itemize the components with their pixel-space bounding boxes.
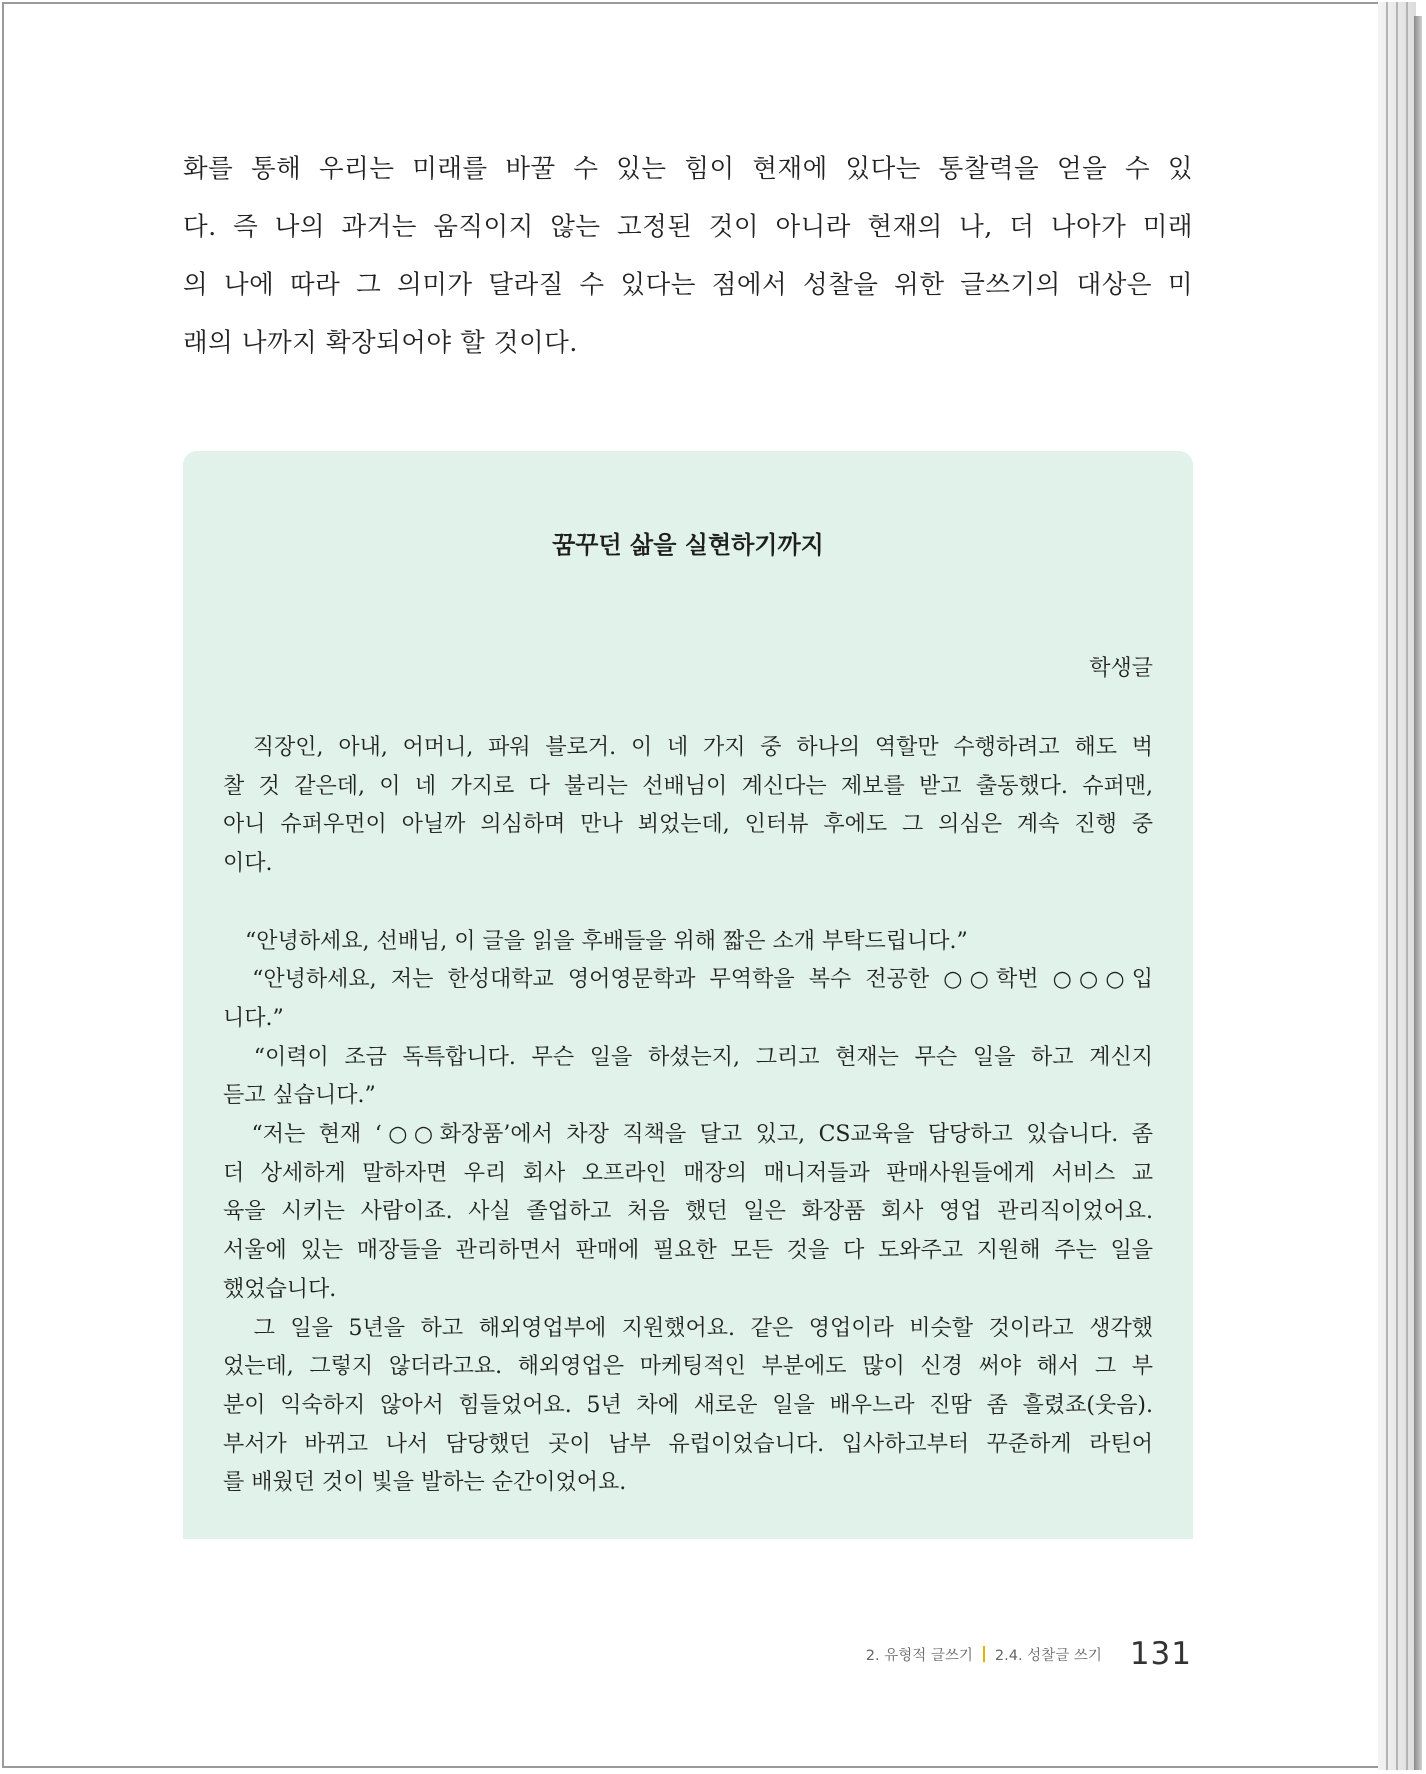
essay-title: 꿈꾸던 삶을 실현하기까지 [552,531,824,559]
essay-line: 부서가 바뀌고 나서 담당했던 곳이 남부 유럽이었습니다. 입사하고부터 꾸준하게 라틴어 [223,1431,1153,1457]
intro-line: 래의 나까지 확장되어야 할 것이다. [183,328,578,358]
essay-line: 었는데, 그렇지 않더라고요. 해외영업은 마케팅적인 부분에도 많이 신경 써야 해서 그 부 [223,1354,1153,1380]
essay-line: 서울에 있는 매장들을 관리하면서 판매에 필요한 모든 것을 다 도와주고 지원해 주는 일을 [223,1238,1153,1264]
essay-line: 이다. [223,851,273,877]
footer-chapter: 2. 유형적 글쓰기 [865,1647,973,1664]
student-essay-box [183,451,1193,1539]
page-edge-line [1406,2,1408,1770]
page-edge-shadow [1414,16,1422,1770]
intro-line: 화를 통해 우리는 미래를 바꿀 수 있는 힘이 현재에 있다는 통찰력을 얻을 수 있 [183,154,1193,184]
page-edge-line [1386,2,1388,1770]
footer-section: 2.4. 성찰글 쓰기 [994,1647,1102,1664]
page-number: 131 [1129,1636,1192,1672]
essay-line: 듣고 싶습니다.” [223,1083,376,1109]
intro-line: 다. 즉 나의 과거는 움직이지 않는 고정된 것이 아니라 현재의 나, 더 나아가 미래 [183,212,1193,242]
page-edge-line [1396,2,1398,1770]
essay-byline: 학생글 [1089,656,1153,681]
essay-line: 를 배웠던 것이 빛을 발하는 순간이었어요. [223,1470,627,1496]
essay-line: 니다.” [223,1005,284,1031]
essay-line: 육을 시키는 사람이죠. 사실 졸업하고 처음 했던 일은 화장품 회사 영업 관리직이었어요. [223,1199,1153,1225]
page-footer [866,1636,1192,1672]
essay-line: “저는 현재 ‘○○화장품’에서 차장 직책을 달고 있고, CS교육을 담당하고 있습니다. 좀 [223,1122,1153,1148]
essay-line: 더 상세하게 말하자면 우리 회사 오프라인 매장의 매니저들과 판매사원들에게 서비스 교 [223,1160,1153,1186]
essay-line: 그 일을 5년을 하고 해외영업부에 지원했어요. 같은 영업이라 비슷할 것이라고 생각했 [223,1315,1153,1341]
essay-line: “안녕하세요, 저는 한성대학교 영어영문학과 무역학을 복수 전공한 ○○학번 ○○○입 [223,967,1153,993]
essay-line: 아니 슈퍼우먼이 아닐까 의심하며 만나 뵈었는데, 인터뷰 후에도 그 의심은 계속 진행 중 [223,812,1153,838]
essay-line: 직장인, 아내, 어머니, 파워 블로거. 이 네 가지 중 하나의 역할만 수행하려고 해도 벅 [223,735,1153,760]
intro-line: 의 나에 따라 그 의미가 달라질 수 있다는 점에서 성찰을 위한 글쓰기의 대상은 미 [183,270,1193,300]
footer-separator [983,1646,985,1662]
page-edge-stack [1378,2,1422,1770]
essay-line: 찰 것 같은데, 이 네 가지로 다 불리는 선배님이 계신다는 제보를 받고 출동했다. 슈퍼맨, [223,773,1153,799]
essay-line: “안녕하세요, 선배님, 이 글을 읽을 후배들을 위해 짧은 소개 부탁드립니다.” [223,928,968,954]
intro-paragraph [183,140,1193,372]
essay-body [223,729,1153,1503]
paragraph-gap [223,884,1153,923]
essay-line: 했었습니다. [223,1276,337,1302]
essay-line: “이력이 조금 독특합니다. 무슨 일을 하셨는지, 그리고 현재는 무슨 일을 하고 계신지 [223,1044,1153,1070]
essay-line: 분이 익숙하지 않아서 힘들었어요. 5년 차에 새로운 일을 배우느라 진땀 좀 흘렸죠(웃음). [223,1392,1153,1418]
